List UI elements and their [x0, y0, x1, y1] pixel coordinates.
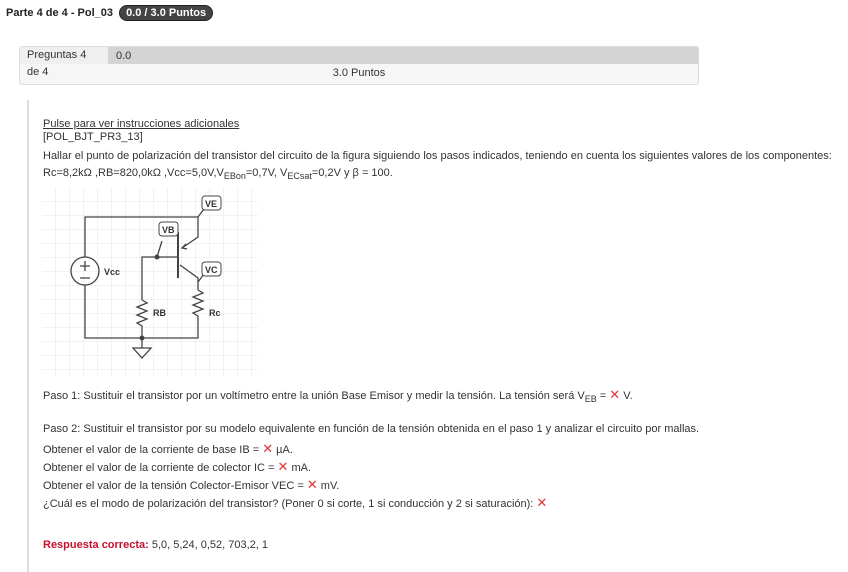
- circuit-diagram: [42, 188, 258, 376]
- instructions-link[interactable]: Pulse para ver instrucciones adicionales: [43, 118, 240, 130]
- wrong-answer-icon: ✕: [609, 387, 621, 402]
- node-label-ve: VE: [205, 199, 218, 209]
- question-points: 3.0 Puntos: [332, 67, 386, 79]
- question-statement: Hallar el punto de polarización del transistor del circuito de la figura siguiendo los pasos indicados, teniendo en cuenta los siguientes valores de los componentes:: [43, 150, 832, 162]
- wrong-answer-icon: ✕: [536, 495, 548, 510]
- label-rb: RB: [153, 308, 166, 318]
- question-border: [27, 100, 29, 572]
- wrong-answer-icon: ✕: [277, 459, 289, 474]
- wrong-answer-icon: ✕: [262, 441, 274, 456]
- component-values: Rc=8,2kΩ ,RB=820,0kΩ $,Vcc=5,0V,V_{EBon}=0,7V$, $V_{ECsat}=0,2V$ y β = 100.: [43, 167, 393, 182]
- wrong-answer-icon: ✕: [306, 477, 318, 492]
- ib-line: Obtener el valor de la corriente de base IB = ✕ µA.: [43, 441, 293, 456]
- node-label-vb: VB: [162, 225, 175, 235]
- question-code: [POL_BJT_PR3_13]: [43, 131, 143, 143]
- question-counter: Preguntas 4 de 4: [20, 47, 108, 64]
- correct-answer: Respuesta correcta: 5,0, 5,24, 0,52, 703,2, 1: [43, 539, 269, 551]
- question-score-card: [19, 46, 699, 85]
- title-text: Parte 4 de 4 - Pol_03: [6, 7, 113, 19]
- node-label-vc: VC: [205, 265, 218, 275]
- label-vcc: Vcc: [104, 267, 121, 277]
- label-rc: Rc: [209, 308, 221, 318]
- ic-line: Obtener el valor de la corriente de colector IC = ✕ mA.: [43, 459, 312, 474]
- mode-line: ¿Cuál es el modo de polarización del transistor? (Poner 0 si corte, 1 si conducción y 2 si saturación): ✕: [43, 495, 548, 510]
- page-title: [6, 5, 213, 21]
- step2-text: Paso 2: Sustituir el transistor por su modelo equivalente en función de la tensión obtenida en el paso 1 y analizar el circuito por mallas.: [43, 423, 700, 435]
- step1-text: Paso 1: Sustituir el transistor por un voltímetro entre la unión Base Emisor y medir la tensión. La tensión será $V_{EB}$ = ✕ V.: [43, 387, 633, 405]
- question-score: 0.0: [116, 49, 132, 62]
- vec-line: Obtener el valor de la tensión Colector-Emisor VEC = ✕ mV.: [43, 477, 340, 492]
- score-badge: 0.0 / 3.0 Puntos: [119, 5, 213, 21]
